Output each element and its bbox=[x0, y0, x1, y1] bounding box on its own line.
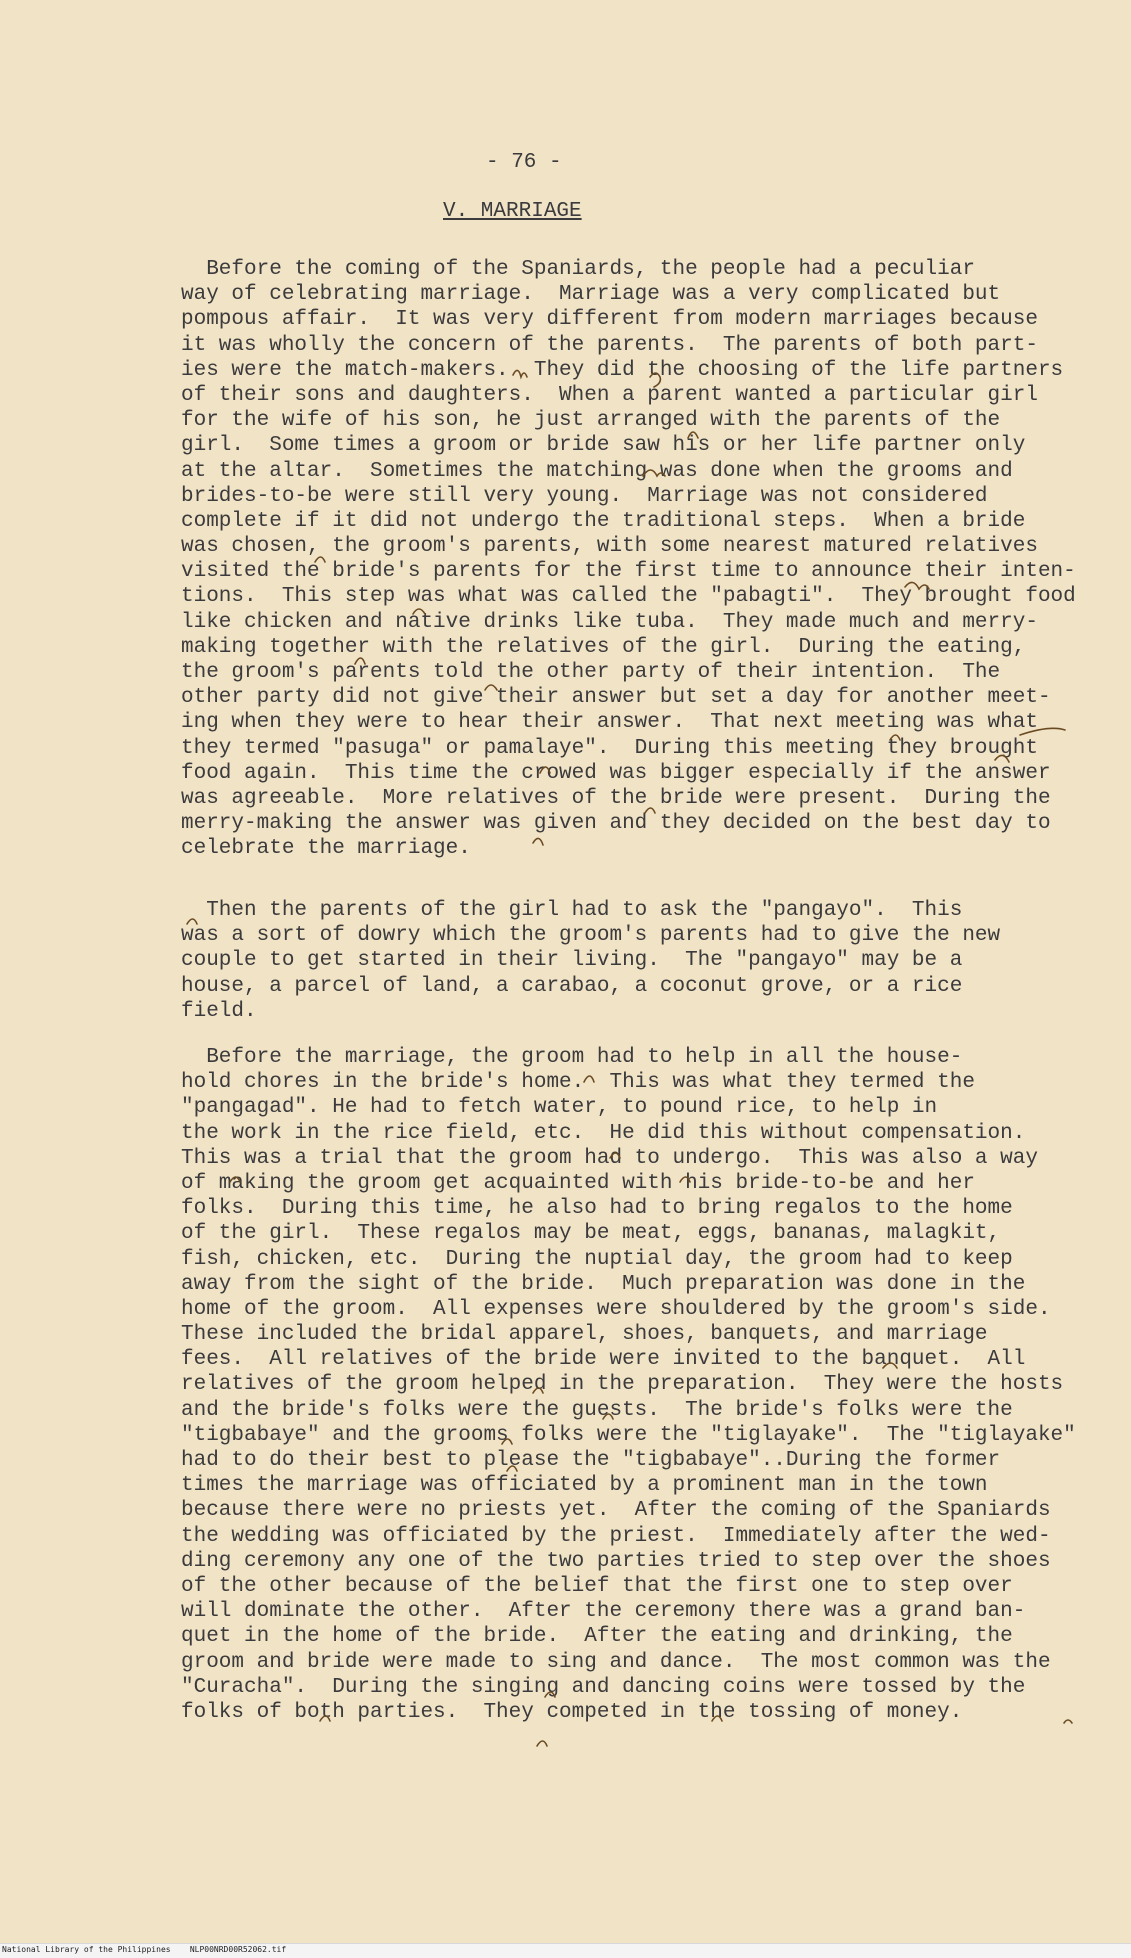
text-line: folks of both parties. They competed in the tossing of money. bbox=[181, 1700, 963, 1724]
text-line: because there were no priests yet. After the coming of the Spaniards bbox=[181, 1499, 1051, 1523]
text-line: complete if it did not undergo the traditional steps. When a bride bbox=[181, 509, 1026, 533]
text-line: fish, chicken, etc. During the nuptial day, the groom had to keep bbox=[181, 1247, 1013, 1271]
page-number: - 76 - bbox=[486, 151, 562, 174]
text-line: of their sons and daughters. When a parent wanted a particular girl bbox=[181, 383, 1038, 407]
text-line: house, a parcel of land, a carabao, a coconut grove, or a rice bbox=[181, 974, 963, 998]
text-line: they termed "pasuga" or pamalaye". During this meeting they brought bbox=[181, 736, 1038, 760]
text-line: merry-making the answer was given and they decided on the best day to bbox=[181, 812, 1051, 836]
text-line: These included the bridal apparel, shoes, banquets, and marriage bbox=[181, 1323, 988, 1347]
ink-mark bbox=[537, 1741, 547, 1746]
text-line: of making the groom get acquainted with his bride-to-be and her bbox=[181, 1171, 975, 1195]
text-line: couple to get started in their living. The "pangayo" may be a bbox=[181, 949, 963, 973]
text-line: quet in the home of the bride. After the eating and drinking, the bbox=[181, 1625, 1013, 1649]
text-line: times the marriage was officiated by a prominent man in the town bbox=[181, 1474, 988, 1498]
text-line: away from the sight of the bride. Much preparation was done in the bbox=[181, 1272, 1026, 1296]
text-line: like chicken and native drinks like tuba. They made much and merry- bbox=[181, 610, 1038, 634]
text-line: way of celebrating marriage. Marriage was a very complicated but bbox=[181, 283, 1001, 307]
text-line: This was a trial that the groom had to undergo. This was also a way bbox=[181, 1146, 1038, 1170]
footer-caption: National Library of the Philippines NLP00NRD00R52062.tif bbox=[2, 1945, 287, 1954]
text-line: visited the bride's parents for the first time to announce their inten- bbox=[181, 560, 1076, 584]
text-line: making together with the relatives of the girl. During the eating, bbox=[181, 635, 1026, 659]
text-line: the work in the rice field, etc. He did this without compensation. bbox=[181, 1121, 1026, 1145]
text-line: Then the parents of the girl had to ask the "pangayo". This bbox=[181, 899, 963, 922]
text-line: at the altar. Sometimes the matching was done when the grooms and bbox=[181, 459, 1013, 483]
text-line: tions. This step was what was called the "pabagti". They brought food bbox=[181, 585, 1076, 609]
text-line: of the other because of the belief that the first one to step over bbox=[181, 1574, 1013, 1598]
text-line: "Curacha". During the singing and dancing coins were tossed by the bbox=[181, 1675, 1026, 1699]
text-line: celebrate the marriage. bbox=[181, 837, 471, 861]
text-line: fees. All relatives of the bride were invited to the banquet. All bbox=[181, 1348, 1026, 1372]
text-line: brides-to-be were still very young. Marriage was not considered bbox=[181, 484, 988, 508]
text-line: for the wife of his son, he just arranged with the parents of the bbox=[181, 409, 1001, 433]
chapter-title: V. MARRIAGE bbox=[443, 200, 582, 223]
text-line: girl. Some times a groom or bride saw his or her life partner only bbox=[181, 434, 1026, 458]
text-line: had to do their best to please the "tigbabaye"..During the former bbox=[181, 1449, 1001, 1472]
text-line: Before the marriage, the groom had to help in all the house- bbox=[181, 1046, 963, 1069]
text-line: folks. During this time, he also had to bring regalos to the home bbox=[181, 1197, 1013, 1221]
text-line: ing when they were to hear their answer. That next meeting was what bbox=[181, 711, 1038, 735]
text-line: of the girl. These regalos may be meat, eggs, bananas, malagkit, bbox=[181, 1222, 1001, 1246]
text-line: and the bride's folks were the guests. The bride's folks were the bbox=[181, 1398, 1013, 1422]
paragraph-3 bbox=[181, 1045, 1076, 1725]
text-line: pompous affair. It was very different from modern marriages because bbox=[181, 308, 1038, 332]
text-line: relatives of the groom helped in the preparation. They were the hosts bbox=[181, 1373, 1064, 1397]
text-line: "tigbabaye" and the grooms folks were the "tiglayake". The "tiglayake" bbox=[181, 1423, 1076, 1447]
text-line: groom and bride were made to sing and dance. The most common was the bbox=[181, 1650, 1051, 1674]
paragraph-1 bbox=[181, 257, 1076, 862]
text-line: was agreeable. More relatives of the bride were present. During the bbox=[181, 786, 1051, 810]
text-line: will dominate the other. After the ceremony there was a grand ban- bbox=[181, 1600, 1026, 1624]
text-line: field. bbox=[181, 999, 257, 1023]
text-line: the groom's parents told the other party of their intention. The bbox=[181, 661, 1001, 684]
text-line: other party did not give their answer but set a day for another meet- bbox=[181, 686, 1051, 710]
text-line: ding ceremony any one of the two parties tried to step over the shoes bbox=[181, 1549, 1051, 1573]
text-line: the wedding was officiated by the priest. Immediately after the wed- bbox=[181, 1524, 1051, 1548]
text-line: it was wholly the concern of the parents. The parents of both part- bbox=[181, 333, 1038, 357]
text-line: food again. This time the crowed was bigger especially if the answer bbox=[181, 761, 1051, 785]
text-line: hold chores in the bride's home. This was what they termed the bbox=[181, 1071, 975, 1095]
text-line: was chosen, the groom's parents, with some nearest matured relatives bbox=[181, 535, 1038, 559]
text-line: "pangagad". He had to fetch water, to pound rice, to help in bbox=[181, 1096, 938, 1120]
text-line: ies were the match-makers. They did the choosing of the life partners bbox=[181, 358, 1064, 382]
text-line: was a sort of dowry which the groom's parents had to give the new bbox=[181, 924, 1001, 948]
text-line: Before the coming of the Spaniards, the people had a peculiar bbox=[181, 258, 975, 281]
archive-footer bbox=[0, 1943, 1131, 1958]
text-line: home of the groom. All expenses were shouldered by the groom's side. bbox=[181, 1297, 1051, 1321]
paragraph-2 bbox=[181, 898, 1000, 1024]
